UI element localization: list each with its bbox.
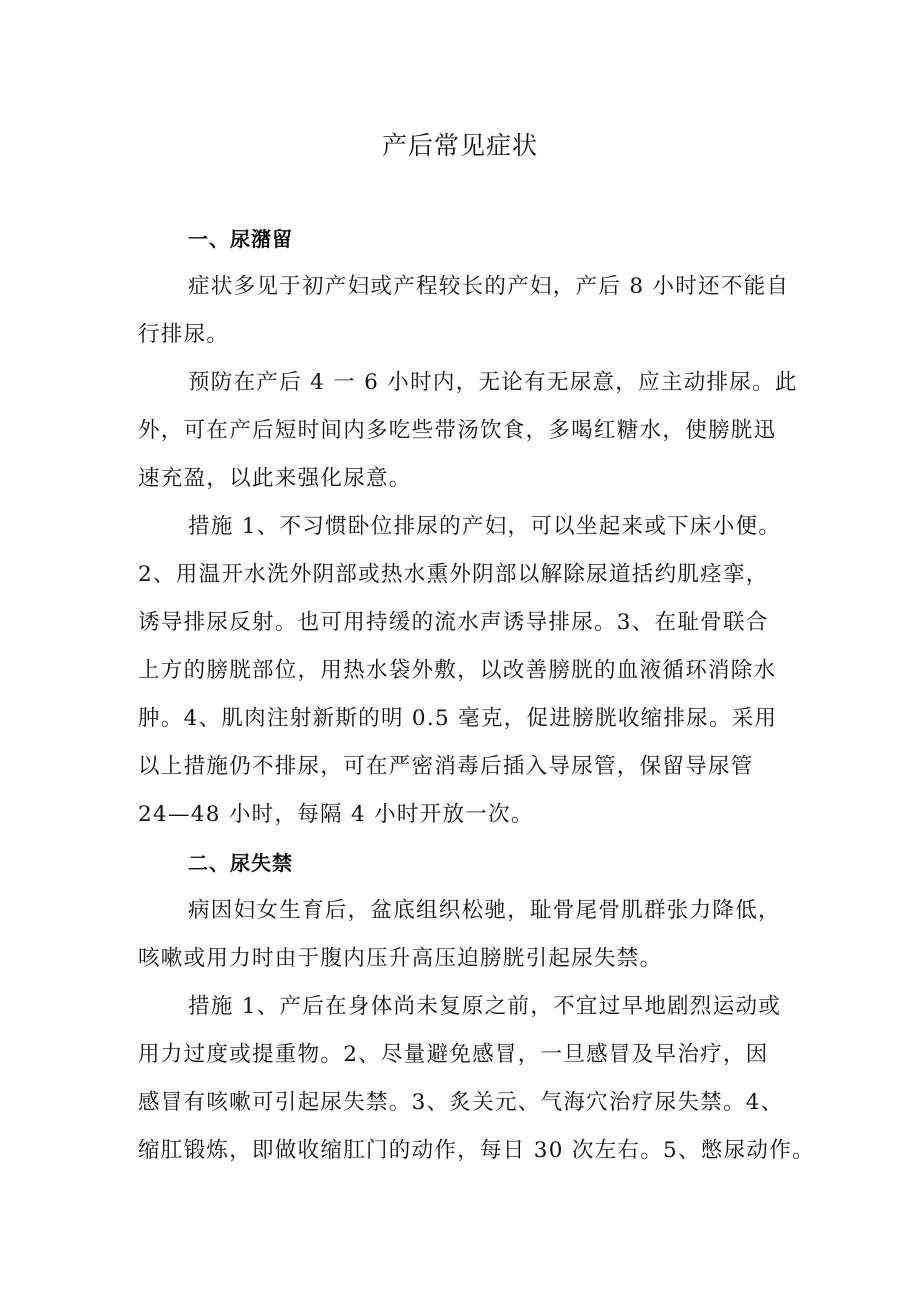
paragraph-line: 缩肛锻炼，即做收缩肛门的动作，每日 30 次左右。5、憋尿动作。 <box>138 1138 815 1163</box>
paragraph-line: 肿。4、肌肉注射新斯的明 0.5 毫克，促进膀胱收缩排尿。采用 <box>138 706 778 731</box>
paragraph-line: 24—48 小时，每隔 4 小时开放一次。 <box>138 802 534 827</box>
paragraph-line: 措施 1、不习惯卧位排尿的产妇，可以坐起来或下床小便。 <box>188 514 782 539</box>
paragraph-line: 措施 1、产后在身体尚未复原之前，不宜过早地剧烈运动或 <box>188 994 782 1019</box>
section-heading-urinary-incontinence: 二、尿失禁 <box>188 851 293 875</box>
paragraph-line: 2、用温开水洗外阴部或热水熏外阴部以解除尿道括约肌痉挛， <box>138 562 769 587</box>
paragraph-line: 症状多见于初产妇或产程较长的产妇，产后 8 小时还不能自 <box>188 274 790 299</box>
paragraph-line: 速充盈，以此来强化尿意。 <box>138 466 412 491</box>
paragraph-line: 感冒有咳嗽可引起尿失禁。3、炙关元、气海穴治疗尿失禁。4、 <box>138 1090 784 1115</box>
section-heading-urinary-retention: 一、尿潴留 <box>188 227 293 251</box>
paragraph-line: 以上措施仍不排尿，可在严密消毒后插入导尿管，保留导尿管 <box>138 754 754 779</box>
paragraph-line: 用力过度或提重物。2、尽量避免感冒，一旦感冒及早治疗，因 <box>138 1042 769 1067</box>
paragraph-line: 诱导排尿反射。也可用持缓的流水声诱导排尿。3、在耻骨联合 <box>138 610 769 635</box>
paragraph-line: 咳嗽或用力时由于腹内压升高压迫膀胱引起尿失禁。 <box>138 946 663 971</box>
paragraph-line: 上方的膀胱部位，用热水袋外敷，以改善膀胱的血液循环消除水 <box>138 658 777 683</box>
paragraph-line: 行排尿。 <box>138 322 230 347</box>
paragraph-line: 外，可在产后短时间内多吃些带汤饮食，多喝红糖水，使膀胱迅 <box>138 418 777 443</box>
document-title: 产后常见症状 <box>381 131 538 160</box>
paragraph-line: 预防在产后 4 一 6 小时内，无论有无尿意，应主动排尿。此 <box>188 370 798 395</box>
paragraph-line: 病因妇女生育后，盆底组织松驰，耻骨尾骨肌群张力降低， <box>188 898 781 923</box>
